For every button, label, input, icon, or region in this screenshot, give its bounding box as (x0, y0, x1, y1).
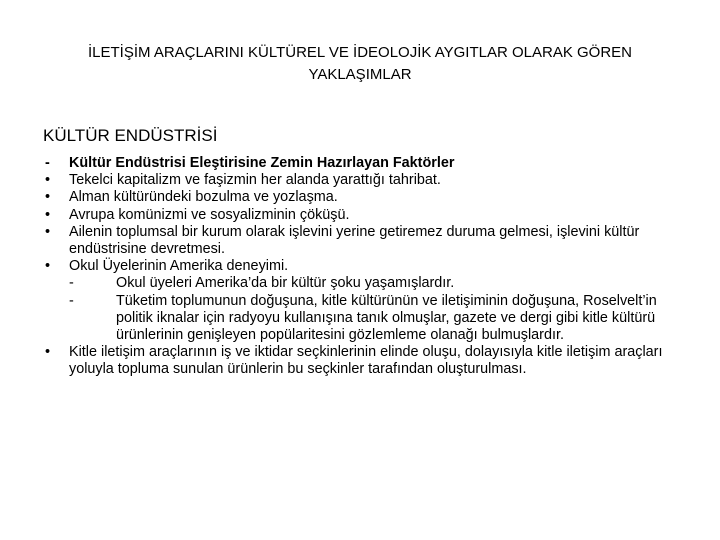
section-heading: KÜLTÜR ENDÜSTRİSİ (43, 126, 218, 145)
bullet-marker: • (45, 344, 51, 361)
list-item-text: Tekelci kapitalizm ve faşizmin her alanda yarattığı tahribat. (69, 172, 441, 189)
bullet-list (43, 155, 683, 379)
bullet-marker: • (45, 189, 51, 206)
bullet-marker: • (45, 172, 51, 189)
sub-item-text: Tüketim toplumunun doğuşuna, kitle kültürünün ve iletişiminin doğuşuna, Roselvelt’in politik iknalar için radyoyu kullanışına tanık olmuşlar, gazete ve dergi gibi kitle kültürü ürünlerinin genişleyen popülaritesini gözlemleme olanağı bulmuşlardır. (116, 292, 657, 344)
bullet-marker: • (45, 206, 51, 223)
list-item (43, 344, 683, 378)
list-item-text: Avrupa komünizmi ve sosyalizminin çöküşü. (69, 206, 350, 223)
page-title: İLETİŞİM ARAÇLARINI KÜLTÜREL VE İDEOLOJİK AYGITLAR OLARAK GÖREN YAKLAŞIMLAR (87, 44, 633, 83)
list-item-text: Kitle iletişim araçlarının iş ve iktidar seçkinlerinin elinde oluşu, dolayısıyla kitle iletişim araçları yoluyla topluma sunulan ürünlerin bu seçkinler tarafından oluşturulması. (69, 344, 663, 378)
list-item (43, 224, 683, 258)
list-item-text: Okul Üyelerinin Amerika deneyimi. (69, 258, 289, 275)
sub-dash-marker: - (69, 275, 74, 292)
list-item (43, 189, 683, 206)
list-item (43, 207, 683, 224)
list-item (43, 155, 683, 172)
list-item (43, 258, 683, 344)
dash-marker: - (45, 155, 50, 171)
sub-dash-marker: - (69, 292, 74, 309)
list-item-text: Ailenin toplumsal bir kurum olarak işlevini yerine getiremez duruma gelmesi, işlevini kültür endüstrisine devretmesi. (69, 223, 640, 258)
list-item-text: Alman kültüründeki bozulma ve yozlaşma. (69, 189, 338, 206)
bullet-marker: • (45, 223, 51, 240)
sub-item (69, 293, 683, 345)
bullet-marker: • (45, 258, 51, 275)
list-item (43, 172, 683, 189)
list-item-text: Kültür Endüstrisi Eleştirisine Zemin Hazırlayan Faktörler (69, 155, 455, 171)
sub-item (69, 275, 683, 292)
sub-item-text: Okul üyeleri Amerika’da bir kültür şoku yaşamışlardır. (116, 275, 455, 292)
